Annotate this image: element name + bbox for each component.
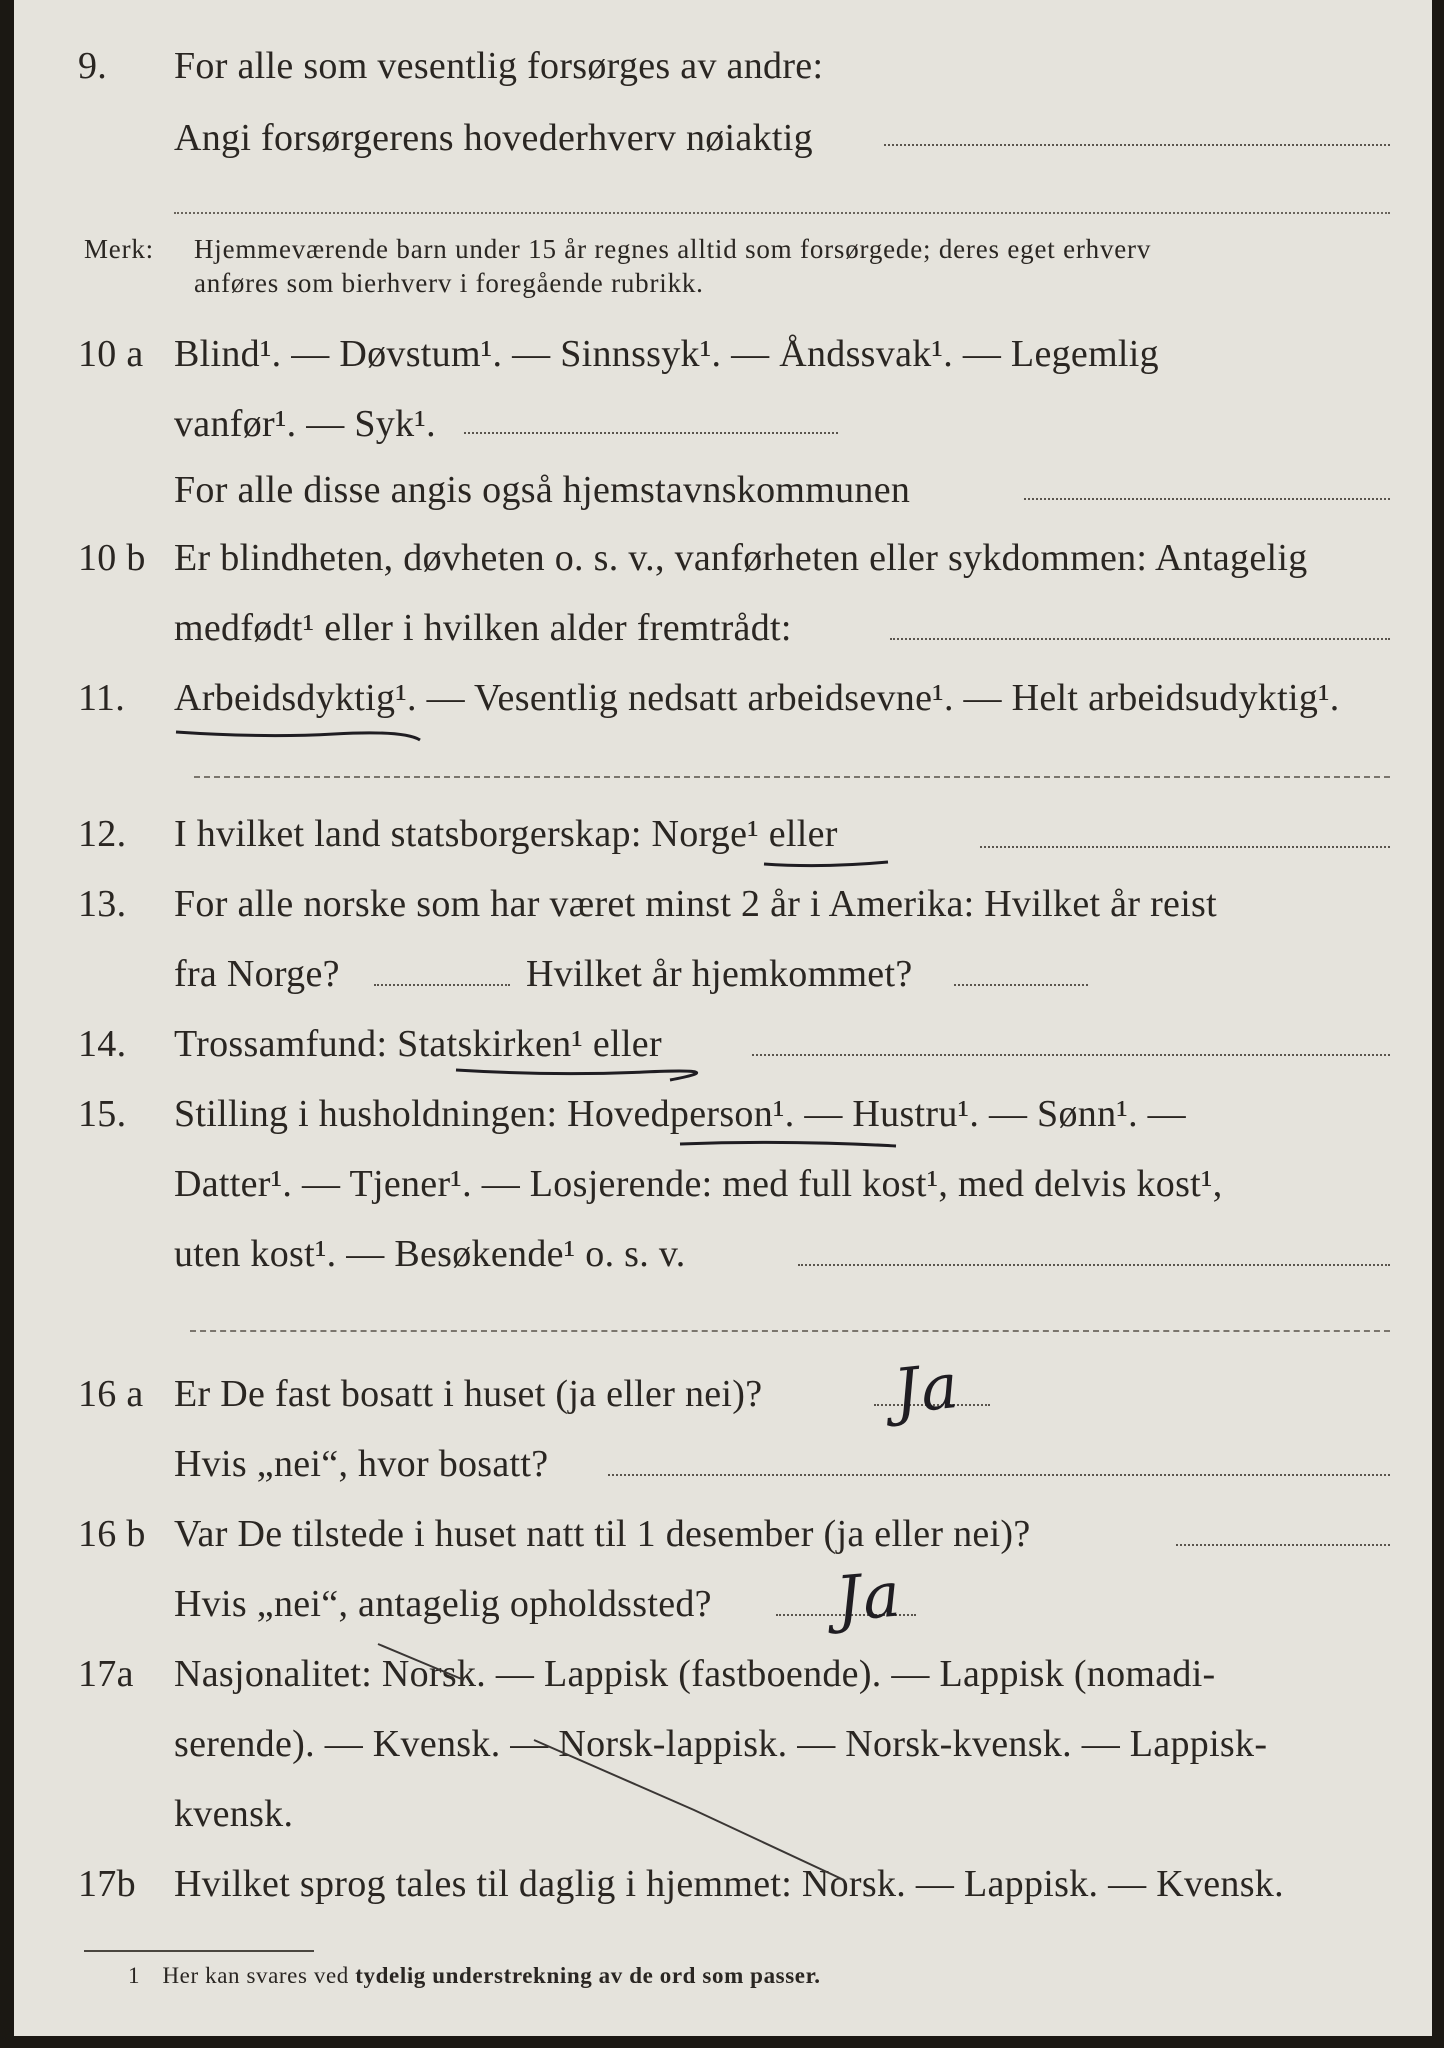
question-number: 14. bbox=[78, 1023, 127, 1065]
note-text: anføres som bierhverv i foregående rubrikk. bbox=[194, 268, 704, 298]
question-text: kvensk. bbox=[174, 1793, 294, 1835]
handwritten-underline bbox=[762, 858, 892, 872]
question-number: 16 a bbox=[78, 1373, 144, 1415]
answer-field[interactable] bbox=[190, 1330, 1390, 1332]
handwritten-answer: Ja bbox=[890, 1348, 964, 1429]
answer-field[interactable] bbox=[608, 1474, 1390, 1476]
question-number: 11. bbox=[78, 677, 125, 719]
question-text: Hvilket år hjemkommet? bbox=[526, 953, 913, 995]
question-text: Er De fast bosatt i huset (ja eller nei)? bbox=[174, 1373, 763, 1415]
question-number: 10 b bbox=[78, 537, 146, 579]
question-text: Var De tilstede i huset natt til 1 desember (ja eller nei)? bbox=[174, 1513, 1031, 1555]
answer-field[interactable] bbox=[884, 144, 1390, 146]
footnote-emphasis: tydelig understrekning av de ord som passer. bbox=[355, 1963, 821, 1988]
answer-field[interactable] bbox=[980, 846, 1390, 848]
question-number: 17b bbox=[78, 1863, 136, 1905]
answer-field[interactable] bbox=[194, 776, 1390, 778]
question-text: For alle som vesentlig forsørges av andre: bbox=[174, 45, 824, 87]
question-number: 16 b bbox=[78, 1513, 146, 1555]
question-text: Blind¹. — Døvstum¹. — Sinnssyk¹. — Åndssvak¹. — Legemlig bbox=[174, 333, 1159, 375]
handwritten-underline bbox=[678, 1138, 900, 1152]
answer-field[interactable] bbox=[464, 432, 838, 434]
answer-field[interactable] bbox=[374, 984, 510, 986]
answer-field[interactable] bbox=[752, 1054, 1390, 1056]
question-text: fra Norge? bbox=[174, 953, 340, 995]
question-text: For alle disse angis også hjemstavnskommunen bbox=[174, 469, 911, 511]
answer-field[interactable] bbox=[1024, 498, 1390, 500]
question-number: 10 a bbox=[78, 333, 144, 375]
handwritten-underline bbox=[454, 1066, 674, 1084]
question-text: vanfør¹. — Syk¹. bbox=[174, 403, 436, 445]
footnote-rule bbox=[84, 1950, 314, 1952]
question-text: Stilling i husholdningen: Hovedperson¹. — Hustru¹. — Sønn¹. — bbox=[174, 1093, 1186, 1135]
footnote bbox=[128, 1962, 821, 1990]
question-text: medfødt¹ eller i hvilken alder fremtrådt: bbox=[174, 607, 792, 649]
question-number: 17a bbox=[78, 1653, 134, 1695]
question-text: serende). — Kvensk. — Norsk-lappisk. — Norsk-kvensk. — Lappisk- bbox=[174, 1723, 1268, 1765]
answer-field[interactable] bbox=[1176, 1544, 1390, 1546]
question-text: I hvilket land statsborgerskap: Norge¹ eller bbox=[174, 813, 838, 855]
census-form-page bbox=[14, 0, 1432, 2036]
question-number: 15. bbox=[78, 1093, 127, 1135]
question-text: Hvis „nei“, antagelig opholdssted? bbox=[174, 1583, 712, 1625]
question-number: 13. bbox=[78, 883, 127, 925]
question-text: uten kost¹. — Besøkende¹ o. s. v. bbox=[174, 1233, 686, 1275]
question-number: 9. bbox=[78, 45, 108, 87]
question-text: Er blindheten, døvheten o. s. v., vanførheten eller sykdommen: Antagelig bbox=[174, 537, 1308, 579]
question-text: Trossamfund: Statskirken¹ eller bbox=[174, 1023, 662, 1065]
answer-field[interactable] bbox=[798, 1264, 1390, 1266]
question-text: Arbeidsdyktig¹. — Vesentlig nedsatt arbeidsevne¹. — Helt arbeidsudyktig¹. bbox=[174, 677, 1340, 719]
answer-field[interactable] bbox=[890, 638, 1390, 640]
handwritten-stroke bbox=[374, 1640, 874, 1900]
question-text: Hvis „nei“, hvor bosatt? bbox=[174, 1443, 549, 1485]
answer-field[interactable] bbox=[174, 212, 1390, 214]
handwritten-underline bbox=[174, 724, 424, 744]
question-text: Angi forsørgerens hovederhverv nøiaktig bbox=[174, 117, 813, 159]
note-label: Merk: bbox=[84, 234, 154, 264]
question-text: Datter¹. — Tjener¹. — Losjerende: med full kost¹, med delvis kost¹, bbox=[174, 1163, 1223, 1205]
note-text: Hjemmeværende barn under 15 år regnes alltid som forsørgede; deres eget erhverv bbox=[194, 234, 1152, 264]
question-number: 12. bbox=[78, 813, 127, 855]
question-text: Hvilket sprog tales til daglig i hjemmet: Norsk. — Lappisk. — Kvensk. bbox=[174, 1863, 1284, 1905]
answer-field[interactable] bbox=[954, 984, 1088, 986]
question-text: Nasjonalitet: Norsk. — Lappisk (fastboende). — Lappisk (nomadi- bbox=[174, 1653, 1216, 1695]
footnote-text: Her kan svares ved bbox=[162, 1963, 349, 1988]
question-text: For alle norske som har været minst 2 år i Amerika: Hvilket år reist bbox=[174, 883, 1218, 925]
footnote-mark: 1 bbox=[128, 1963, 141, 1988]
handwritten-answer: Ja bbox=[832, 1557, 905, 1636]
